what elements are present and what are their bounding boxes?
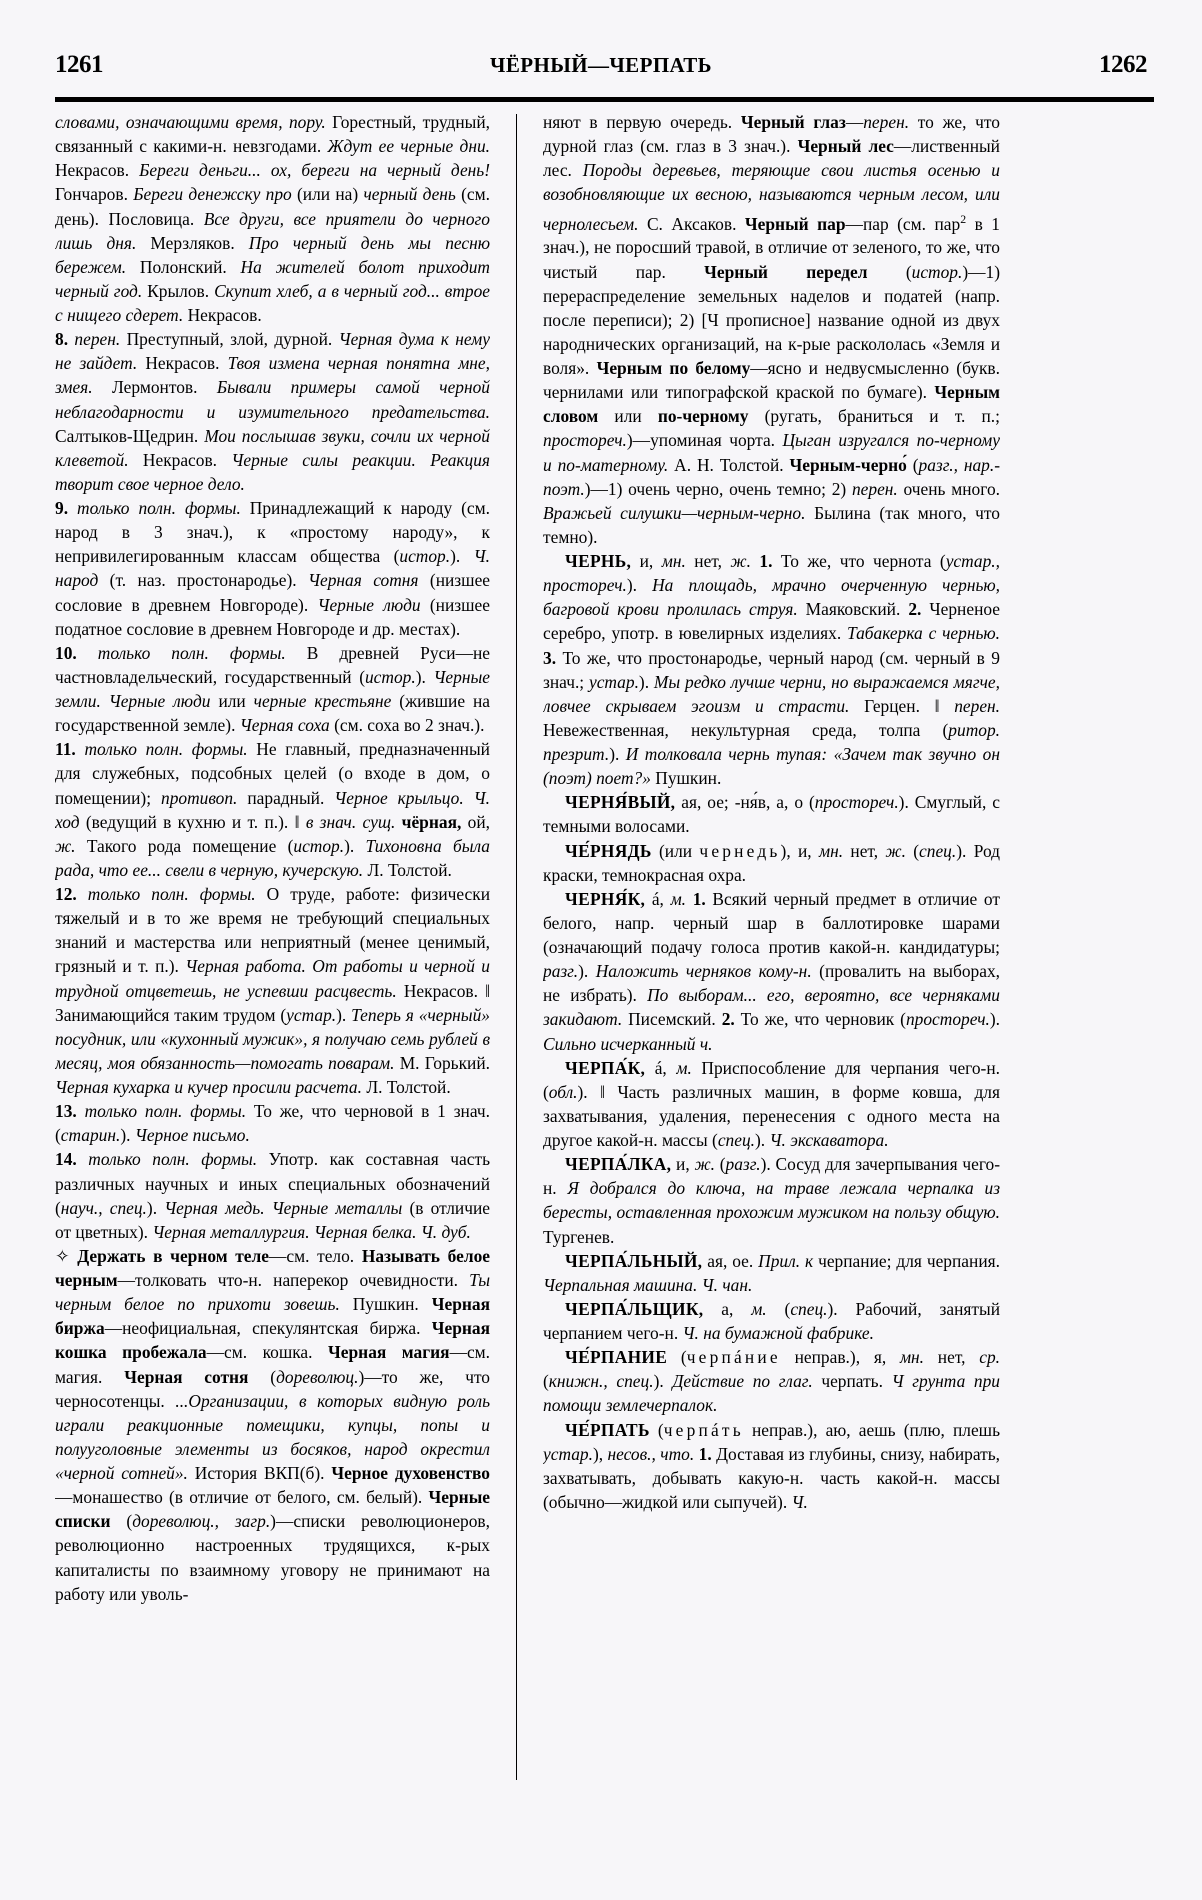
dictionary-entry — [543, 1152, 1000, 1249]
sense-11: 11. только полн. формы. Не главный, предназначенный для служебных, подсобных целей (о входе в дом, о помещении); противоп. парадный. Черное крыльцо. Ч. ход (ведущий в кухню и т. п.). ‖ в знач. сущ. чёрная, ой, ж. Такого рода помещение (истор.). Тихоновна была рада, что ее... свели в черную, кучерскую. Л. Толстой. — [55, 739, 490, 880]
folio-left: 1261 — [55, 51, 103, 78]
entry-definition: и, ж. (разг.). Сосуд для зачерпывания чего-н. Я добрался до ключа, на траве лежала черпалка из бересты, оставленная прохожим мужиком на пользу общую. Тургенев. — [543, 1154, 1000, 1247]
dictionary-entry — [543, 1418, 1000, 1515]
dictionary-entry — [543, 887, 1000, 1056]
paragraph-continued: словами, означающими время, пору. Горестный, трудный, связанный с какими-н. невзгодами. Ждут ее черные дни. Некрасов. Береги деньги... ох, береги на черный день! Гончаров. Береги денежску про (или на) черный день (см. день). Пословица. Все други, все приятели до черного лишь дня. Мерзляков. Про черный день мы песню бережем. Полонский. На жителей болот приходит черный год. Крылов. Скупит хлеб, а в черный год... втрое с нищего сдерет. Некрасов. — [55, 112, 490, 325]
dictionary-entry — [543, 790, 1000, 838]
sense-14: 14. только полн. формы. Употр. как составная часть различных научных и иных специальных обозначений (науч., спец.). Черная медь. Черные металлы (в отличие от цветных). Черная металлургия. Черная белка. Ч. дуб. — [55, 1149, 490, 1242]
entry-headword: ЧЕ́РПАТЬ — [565, 1419, 650, 1440]
dictionary-entry — [543, 1297, 1000, 1345]
entry-definition: ая, ое. Прил. к черпание; для черпания. Черпальная машина. Ч. чан. — [543, 1250, 1000, 1295]
dictionary-entry — [543, 1056, 1000, 1153]
entry-definition: и, мн. нет, ж. 1. То же, что чернота (устар., простореч.). На площадь, мрачно очерченную чернью, багровой крови пролилась струя. Маяковский. 2. Черненое серебро, употр. в ювелирных изделиях. Табакерка с чернью. 3. То же, что простонародье, черный народ (см. черный в 9 знач.; устар.). Мы редко лучше черни, но выражаемся мягче, ловчее скрываем эгоизм и страсти. Герцен. ‖ перен. Невежественная, некультурная среда, толпа (ритор. презрит.). И толковала чернь тупая: «Зачем так звучно он (поэт) поет?» Пушкин. — [543, 551, 1000, 789]
entry-headword: ЧЕРНЯ́ВЫЙ, — [565, 792, 676, 813]
entry-definition: (черпáние неправ.), я, мн. нет, ср. (книжн., спец.). Действие по глаг. черпать. Ч грунта при помощи землечерпалок. — [543, 1347, 1000, 1416]
entry-definition: (черпáть неправ.), аю, аешь (плю, плешь устар.), несов., что. 1. Доставая из глубины, снизу, набирать, захватывать, добывать какую-н. часть какой-н. массы (обычно—жидкой или сыпучей). Ч. — [543, 1419, 1000, 1512]
dictionary-entry — [543, 839, 1000, 887]
sense-12: 12. только полн. формы. О труде, работе: физически тяжелый и в то же время не требующий специальных знаний и мастерства или неприятный (менее ценимый, грязный и т. п.). Черная работа. От работы и черной и трудной отцветешь, не успевши расцвесть. Некрасов. ‖ Занимающийся таким трудом (устар.). Теперь я «черный» посудник, или «кухонный мужик», я получаю семь рублей в месяц, моя обязанность—помогать поварам. М. Горький. Черная кухарка и кучер просили расчета. Л. Толстой. — [55, 884, 490, 1097]
column-divider — [516, 114, 517, 1780]
entry-headword: ЧЕРПА́К, — [565, 1057, 646, 1078]
entry-headword: ЧЕРПА́ЛЬЩИК, — [565, 1298, 704, 1319]
entry-definition: (или чернедь), и, мн. нет, ж. (спец.). Род краски, темнокрасная охра. — [543, 840, 1000, 885]
entry-headword: ЧЕРПА́ЛЬНЫЙ, — [565, 1250, 703, 1271]
sense-8: 8. перен. Преступный, злой, дурной. Черная дума к нему не зайдет. Некрасов. Твоя измена черная понятна мне, змея. Лермонтов. Бывали примеры самой черной неблагодарности и изумительного предательства. Салтыков-Щедрин. Мои послышав звуки, сочли их черной клеветой. Некрасов. Черные силы реакции. Реакция творит свое черное дело. — [55, 329, 490, 494]
page-title: ЧЁРНЫЙ—ЧЕРПАТЬ — [490, 53, 712, 77]
paragraph-continued-right: няют в первую очередь. Черный глаз—перен. то же, что дурной глаз (см. глаз в 3 знач.). Черный лес—лиственный лес. Породы деревьев, теряющие свои листья осенью и возобновляющие их весною, называются черным лесом, или чернолесьем. С. Аксаков. Черный пар—пар (см. пар$^2$ в 1 знач.), не поросший травой, в отличие от зеленого, то же, что чистый пар. Черный передел (истор.)—1) перераспределение земельных наделов и податей (напр. после переписи); 2) [Ч прописное] название одной из двух народнических организаций, на к-рые раскололась «Земля и воля». Черным по белому—ясно и недвусмысленно (букв. чернилами или типографской краской по бумаге). Черным словом или по-черному (ругать, браниться и т. п.; простореч.)—упоминая чорта. Цыган изругался по-черному и по-матерному. А. Н. Толстой. Черным-черно́ (разг., нар.-поэт.)—1) очень черно, очень темно; 2) перен. очень много. Вражьей силушки—черным-черно. Былина (так много, что темно). — [543, 112, 1000, 547]
entry-headword: ЧЕ́РНЯДЬ — [565, 840, 652, 861]
entry-headword: ЧЕРПА́ЛКА, — [565, 1154, 672, 1175]
entry-definition: á, м. 1. Всякий черный предмет в отличие от белого, напр. черный шар в баллотировке шарами (означающий подачу голоса против какой-н. кандидатуры; разг.). Наложить черняков кому-н. (провалить на выборах, не избрать). По выборам... его, вероятно, все черняками закидают. Писемский. 2. То же, что черновик (простореч.). Сильно исчерканный ч. — [543, 888, 1000, 1054]
entry-definition: а, м. (спец.). Рабочий, занятый черпанием чего-н. Ч. на бумажной фабрике. — [543, 1298, 1000, 1344]
dictionary-entry — [543, 1249, 1000, 1297]
text-columns — [55, 110, 1154, 1780]
header-rule — [55, 97, 1154, 102]
entry-list — [543, 549, 1000, 1514]
running-head — [55, 52, 1147, 86]
dictionary-entry — [543, 549, 1000, 790]
entry-definition: ая, ое; -ня́в, а, о (простореч.). Смуглый, с темными волосами. — [543, 792, 1000, 837]
sense-9: 9. только полн. формы. Принадлежащий к народу (см. народ в 3 знач.), к «простому народу», к непривилегированным классам общества (истор.). Ч. народ (т. наз. простонародье). Черная сотня (низшее сословие в древнем Новгороде). Черные люди (низшее податное сословие в древнем Новгороде и др. местах). — [55, 498, 490, 639]
entry-definition: á, м. Приспособление для черпания чего-н. (обл.). ‖ Часть различных машин, в форме ковша, для захватывания, удаления, перенесения с одного места на другое какой-н. массы (спец.). Ч. экскаватора. — [543, 1057, 1000, 1151]
sense-10: 10. только полн. формы. В древней Руси—не частновладельческий, государственный (истор.). Черные земли. Черные люди или черные крестьяне (жившие на государственной земле). Черная соха (см. соха во 2 знач.). — [55, 642, 490, 736]
folio-right: 1262 — [1099, 51, 1147, 78]
column-left — [55, 110, 490, 1780]
column-right — [543, 110, 1000, 1780]
entry-headword: ЧЕРНЬ, — [565, 551, 632, 572]
idioms-block: ✧ Держать в черном теле—см. тело. Называть белое черным—толковать что-н. наперекор очевидности. Ты черным белое по прихоти зовешь. Пушкин. Черная биржа—неофициальная, спекулянтская биржа. Черная кошка пробежала—см. кошка. Черная магия—см. магия. Черная сотня (дореволюц.)—то же, что черносотенцы. ...Организации, в которых видную роль играли реакционные помещики, купцы, попы и полууголовные элементы из босяков, народ окрестил «черной сотней». История ВКП(б). Черное духовенство—монашество (в отличие от белого, см. белый). Черные списки (дореволюц., загр.)—списки революционеров, революционно настроенных трудящихся, к-рых капиталисты по взаимному уговору не принимают на работу или уволь- — [55, 1245, 490, 1604]
entry-headword: ЧЕ́РПАНИЕ — [565, 1347, 668, 1368]
entry-headword: ЧЕРНЯ́К, — [565, 888, 646, 909]
dictionary-entry — [543, 1345, 1000, 1417]
sense-13: 13. только полн. формы. То же, что черновой в 1 знач. (старин.). Черное письмо. — [55, 1101, 490, 1146]
